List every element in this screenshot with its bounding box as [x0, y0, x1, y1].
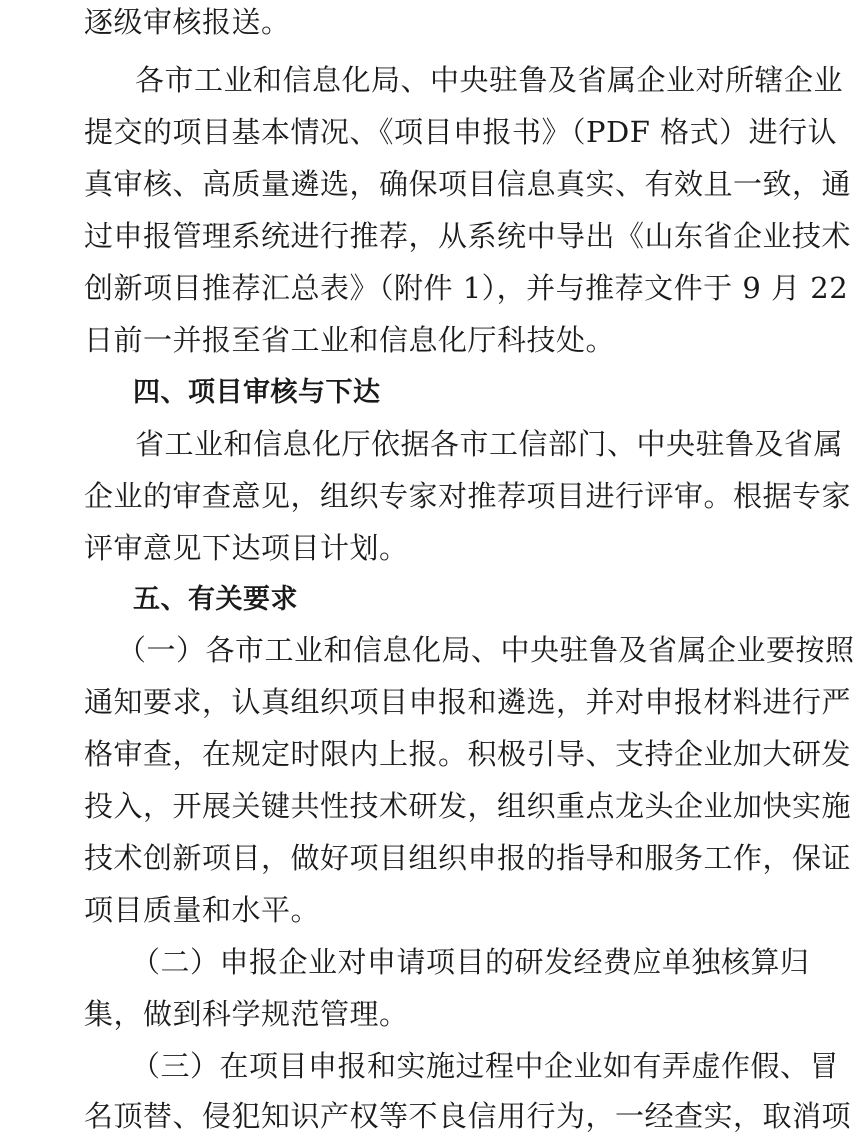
text-line-11: 评审意见下达项目计划。 — [84, 531, 409, 565]
section-heading-5: 五、有关要求 — [133, 584, 298, 615]
section-heading-4: 四、项目审核与下达 — [133, 377, 381, 408]
text-line-1: 逐级审核报送。 — [84, 5, 291, 39]
text-line-17: 技术创新项目，做好项目组织申报的指导和服务工作，保证 — [84, 841, 852, 875]
text-line-10: 企业的审查意见，组织专家对推荐项目进行评审。根据专家 — [84, 479, 852, 513]
text-line-18: 项目质量和水平。 — [84, 893, 321, 927]
text-line-9: 省工业和信息化厅依据各市工信部门、中央驻鲁及省属 — [135, 427, 844, 461]
text-line-2: 各市工业和信息化局、中央驻鲁及省属企业对所辖企业 — [135, 63, 844, 97]
text-line-16: 投入，开展关键共性技术研发，组织重点龙头企业加快实施 — [84, 789, 852, 823]
text-line-21: （三）在项目申报和实施过程中企业如有弄虚作假、冒 — [131, 1049, 840, 1083]
text-line-20: 集，做到科学规范管理。 — [84, 997, 409, 1031]
text-line-14: 通知要求，认真组织项目申报和遴选，并对申报材料进行严 — [84, 685, 852, 719]
text-line-3: 提交的项目基本情况、《项目申报书》（PDF 格式）进行认 — [84, 115, 838, 149]
text-line-4: 真审核、高质量遴选，确保项目信息真实、有效且一致，通 — [84, 167, 852, 201]
text-line-19: （二）申报企业对申请项目的研发经费应单独核算归 — [131, 945, 810, 979]
text-line-13: （一）各市工业和信息化局、中央驻鲁及省属企业要按照 — [117, 633, 855, 667]
text-line-15: 格审查，在规定时限内上报。积极引导、支持企业加大研发 — [84, 737, 852, 771]
text-line-7: 日前一并报至省工业和信息化厅科技处。 — [84, 323, 616, 357]
text-line-22: 名顶替、侵犯知识产权等不良信用行为，一经查实，取消项 — [84, 1099, 852, 1133]
text-line-5: 过申报管理系统进行推荐，从系统中导出《山东省企业技术 — [84, 219, 852, 253]
text-line-6: 创新项目推荐汇总表》（附件 1），并与推荐文件于 9 月 22 — [84, 271, 849, 305]
